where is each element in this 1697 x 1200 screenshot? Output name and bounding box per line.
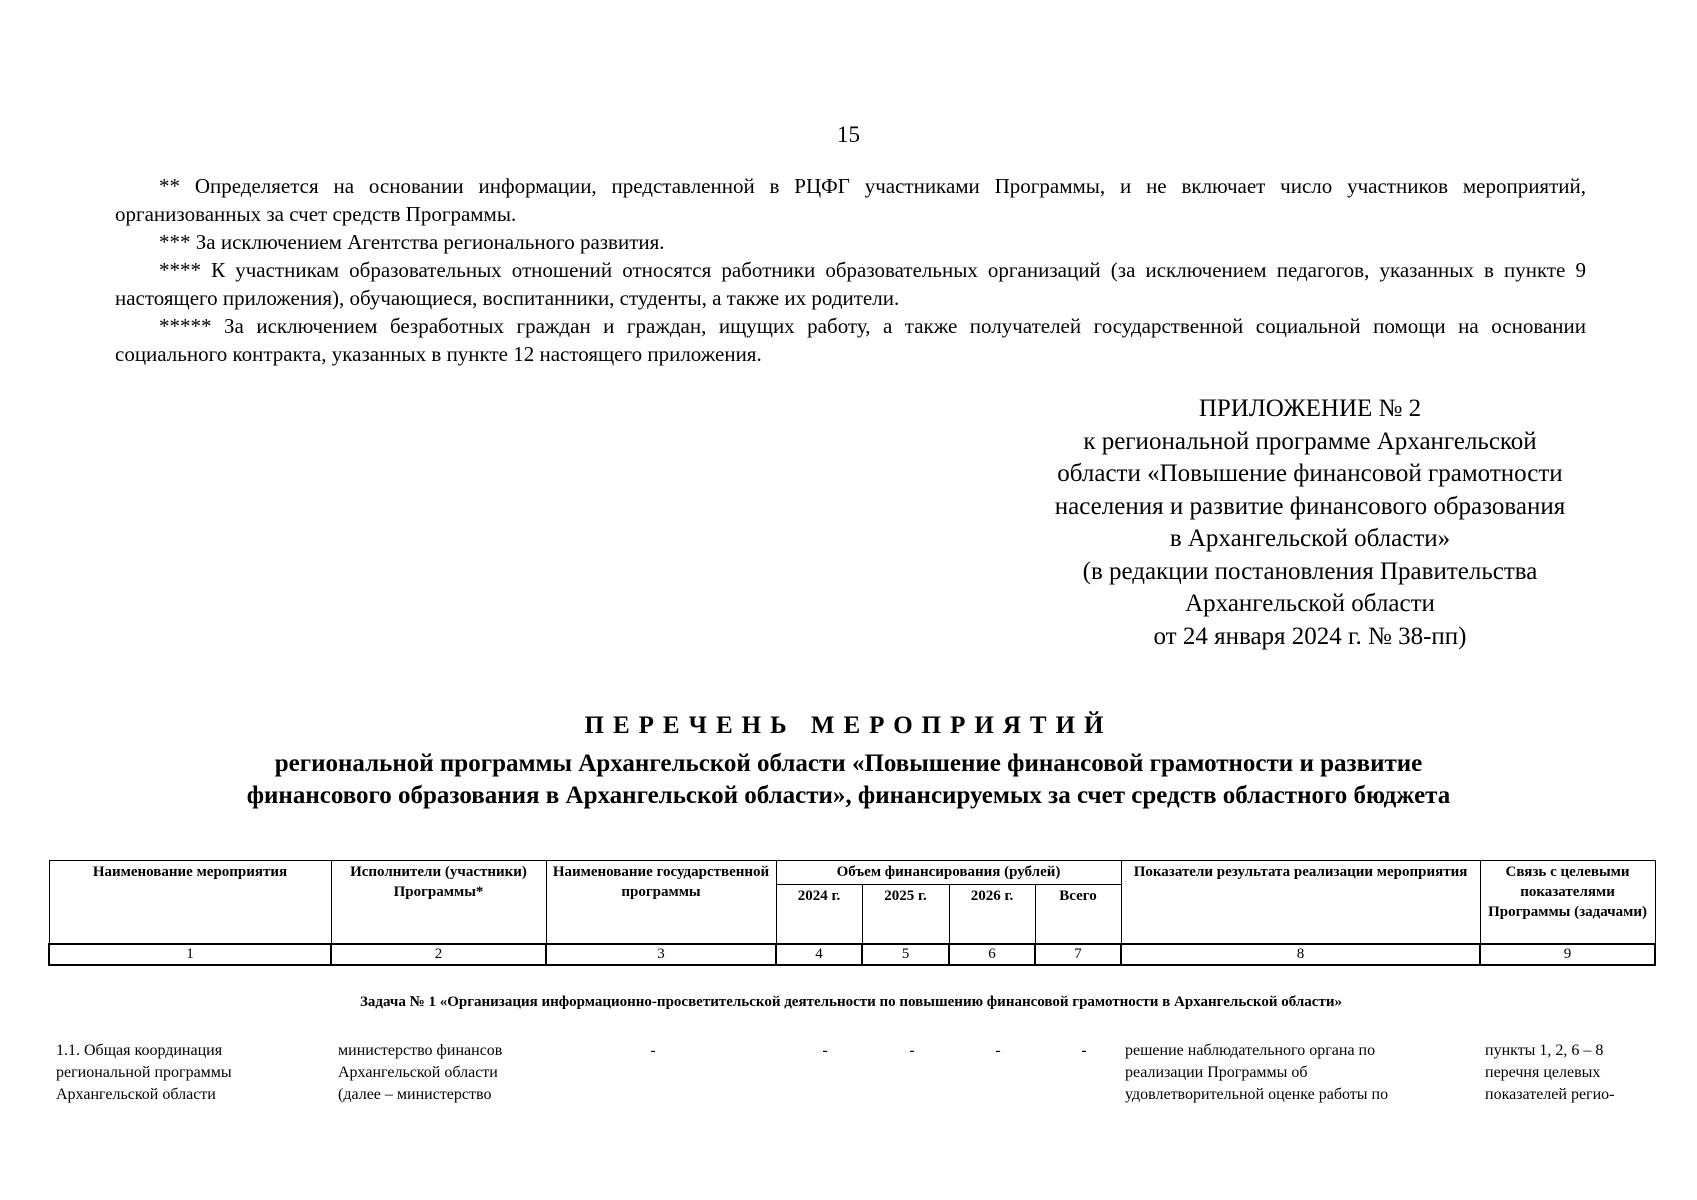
annex-header [990,393,1630,653]
annex-line: населения и развитие финансового образования [1054,492,1566,520]
list-subtitle-line: финансового образования в Архангельской области», финансируемых за счет средств областного бюджета [246,782,1451,809]
row-indicators [1125,1040,1388,1106]
footnote-quad-star: **** К участникам образовательных отношений относятся работники образовательных организаций (за исключением педагогов, указанных в пункте 9 настоящего приложения), обучающиеся, воспитанники, студенты, а также их родители. [115,258,1586,310]
header-funding: Объем финансирования (рублей) [776,861,1121,885]
row-text-line: перечня целевых [1485,1064,1601,1081]
footnotes [115,172,1586,368]
events-table [48,860,1656,966]
column-number: 4 [776,944,862,965]
column-number: 7 [1035,944,1121,965]
column-number: 3 [546,944,776,965]
column-number: 9 [1480,944,1655,965]
list-subtitle-line: региональной программы Архангельской области «Повышение финансовой грамотности и развитие [274,750,1423,777]
column-number: 1 [49,944,331,965]
row-text-line: министерство финансов [338,1042,503,1059]
annex-line: от 24 января 2024 г. № 38-пп) [1153,622,1467,650]
row-text-line: Архангельской области [338,1064,498,1081]
row-funding-2024: - [822,1042,828,1059]
annex-line: Архангельской области [1185,590,1435,617]
list-subtitle [0,748,1697,812]
annex-line: (в редакции постановления Правительства [1082,557,1538,585]
row-text-line: показателей регио- [1485,1086,1615,1103]
footnote-triple-star: *** За исключением Агентства регионального развития. [159,230,665,254]
header-link: Связь с целевыми показателями Программы (задачами) [1480,861,1655,945]
header-year-2026: 2026 г. [949,885,1035,945]
row-text-line: (далее – министерство [338,1086,492,1103]
row-text-line: Архангельской области [56,1086,216,1103]
header-year-2025: 2025 г. [862,885,949,945]
row-funding-2025: - [909,1042,915,1059]
row-text-line: решение наблюдательного органа по [1125,1042,1376,1059]
row-link [1485,1040,1615,1106]
row-text-line: удовлетворительной оценке работы по [1125,1086,1389,1103]
row-funding-2026: - [995,1042,1001,1059]
footnote-double-star: ** Определяется на основании информации, представленной в РЦФГ участниками Программы, и не включает число участников мероприятий, организованных за счет средств Программы. [115,174,1586,226]
row-state-program: - [650,1042,656,1059]
header-year-2024: 2024 г. [776,885,862,945]
header-indicators: Показатели результата реализации мероприятия [1121,861,1480,945]
column-number: 2 [331,944,546,965]
header-executors: Исполнители (участники) Программы* [331,861,546,945]
header-state-program: Наименование государственной программы [546,861,776,945]
column-number: 6 [949,944,1035,965]
annex-line: области «Повышение финансовой грамотности [1057,460,1563,487]
header-total: Всего [1035,885,1121,945]
header-event-name: Наименование мероприятия [49,861,331,945]
annex-line: в Архангельской области» [1169,525,1451,552]
row-executors [338,1040,502,1106]
row-text-line: региональной программы [56,1064,232,1081]
row-text-line: пункты 1, 2, 6 – 8 [1485,1042,1604,1059]
row-event-name [56,1040,232,1106]
task-1-heading: Задача № 1 «Организация информационно-просветительской деятельности по повышению финансовой грамотности в Архангельской области» [360,994,1342,1010]
row-funding-total: - [1081,1042,1087,1059]
annex-title: ПРИЛОЖЕНИЕ № 2 [1198,395,1422,422]
column-number: 5 [862,944,949,965]
row-text-line: реализации Программы об [1125,1064,1308,1081]
annex-line: к региональной программе Архангельской [1083,427,1537,455]
footnote-five-star: ***** За исключением безработных граждан и граждан, ищущих работу, а также получателей государственной социальной помощи на основании социального контракта, указанных в пункте 12 настоящего приложения. [115,314,1586,366]
row-text-line: 1.1. Общая координация [56,1042,223,1059]
list-title: ПЕРЕЧЕНЬ МЕРОПРИЯТИЙ [584,712,1113,739]
page-number: 15 [837,122,860,147]
column-number: 8 [1121,944,1480,965]
